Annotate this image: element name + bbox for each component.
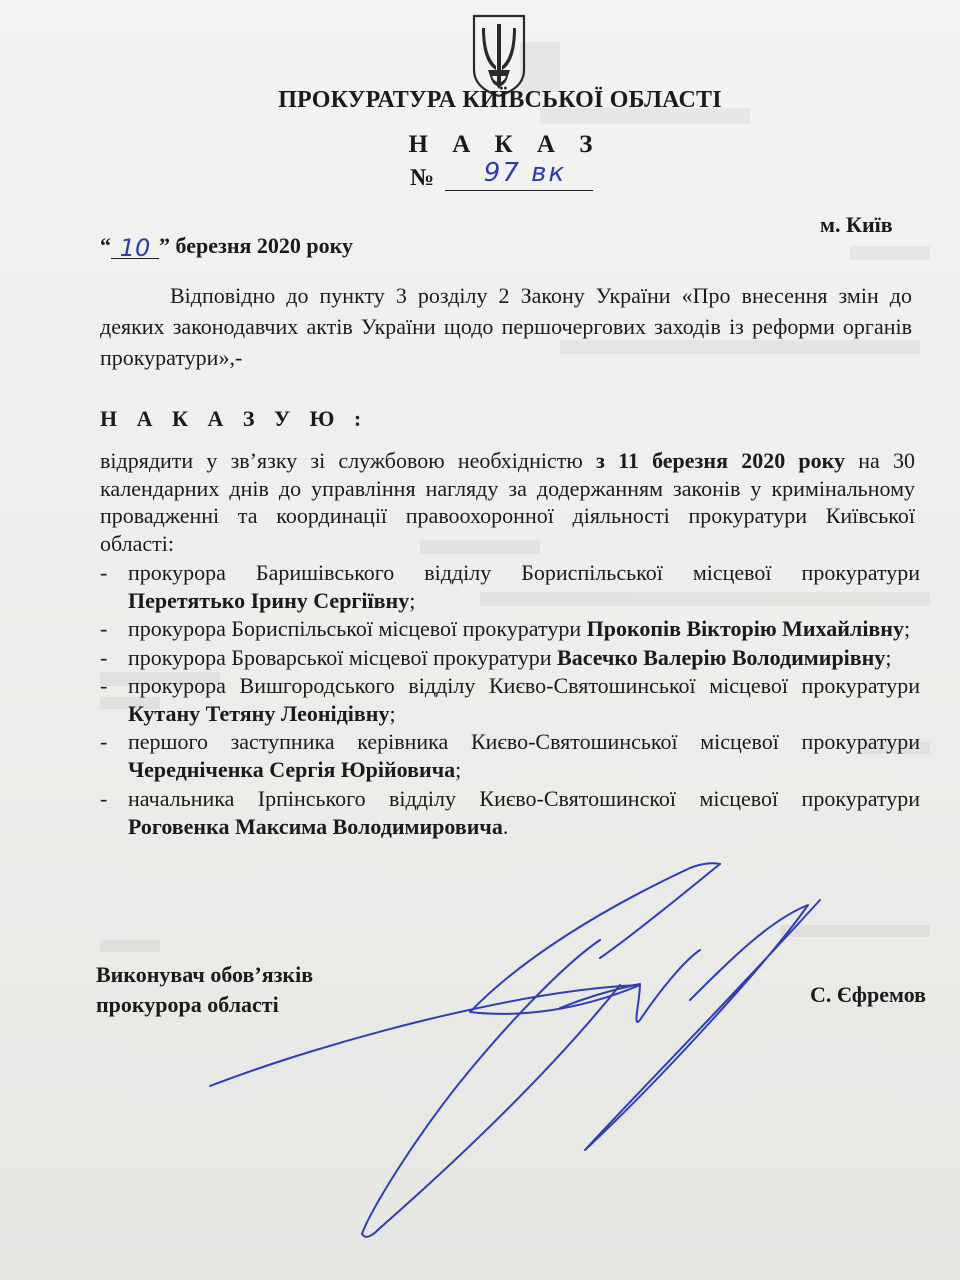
list-item-end: ; bbox=[885, 644, 892, 670]
list-dash: - bbox=[100, 729, 108, 755]
signatory-title bbox=[96, 960, 313, 1020]
document-type-title: Н А К А З bbox=[408, 131, 602, 158]
list-dash: - bbox=[100, 785, 108, 811]
list-item-position: першого заступника керівника Києво-Святошинської місцевої прокуратури bbox=[128, 729, 920, 755]
list-item bbox=[100, 785, 920, 841]
list-item-person: Кутану Тетяну Леонідівну bbox=[128, 701, 390, 727]
assignees-list bbox=[100, 559, 920, 841]
order-body-paragraph bbox=[100, 447, 915, 557]
list-item-person: Роговенка Максима Володимировича bbox=[128, 813, 503, 839]
list-item-person: Перетятько Ірину Сергіївну bbox=[128, 588, 410, 614]
body-intro-before: відрядити у зв’язку зі службовою необхідністю bbox=[100, 448, 597, 473]
date-day-handwritten: 10 bbox=[119, 234, 151, 262]
date-day-field bbox=[111, 234, 159, 262]
date-open-quote: “ bbox=[100, 233, 111, 258]
list-item bbox=[100, 644, 920, 672]
date-close-quote: ” bbox=[159, 233, 170, 258]
order-date bbox=[100, 233, 353, 262]
list-item-end: ; bbox=[409, 588, 416, 614]
list-item-end: ; bbox=[455, 757, 462, 783]
order-number-label: № bbox=[410, 165, 435, 191]
order-number-handwritten: 97 вк bbox=[483, 158, 567, 188]
list-item-position: прокурора Вишгородського відділу Києво-Святошинської місцевої прокуратури bbox=[128, 672, 920, 698]
order-number-underline bbox=[445, 190, 593, 191]
signatory-title-line1: Виконувач обов’язків bbox=[96, 962, 314, 987]
orders-heading: Н А К А З У Ю : bbox=[100, 406, 369, 431]
preamble-text: Відповідно до пункту 3 розділу 2 Закону України «Про внесення змін до деяких законодавчих актів України щодо першочергових заходів із реформи органів прокуратури»,- bbox=[100, 283, 912, 370]
list-item-position: начальника Ірпінського відділу Києво-Святошинскої місцевої прокуратури bbox=[128, 785, 920, 811]
list-item bbox=[100, 615, 920, 643]
list-item-position: прокурора Броварської місцевої прокуратури bbox=[128, 644, 558, 670]
list-item-end: . bbox=[502, 813, 509, 839]
signatory-title-line2: прокурора області bbox=[96, 992, 279, 1017]
trident-icon bbox=[470, 12, 528, 98]
body-intro-after: на 30 календарних днів до управління нагляду за додержанням законів у кримінальному провадженні та координації правоохоронної діяльності прокуратури Київської області: bbox=[100, 448, 915, 556]
body-intro-date: з 11 березня 2020 року bbox=[596, 448, 846, 473]
list-item bbox=[100, 672, 920, 728]
list-dash: - bbox=[100, 616, 108, 642]
signatory-name: С. Єфремов bbox=[810, 982, 927, 1007]
list-item bbox=[100, 728, 920, 784]
date-month-year: березня 2020 року bbox=[170, 233, 353, 258]
list-dash: - bbox=[100, 560, 108, 585]
list-item-person: Прокопів Вікторію Михайлівну bbox=[586, 616, 904, 642]
list-item-end: ; bbox=[389, 701, 396, 727]
list-item-person: Васечко Валерію Володимирівну bbox=[557, 644, 886, 670]
organization-name: ПРОКУРАТУРА КИЇВСЬКОЇ ОБЛАСТІ bbox=[278, 87, 722, 113]
list-item-person: Чередніченка Сергія Юрійовича bbox=[128, 757, 456, 783]
list-dash: - bbox=[100, 644, 108, 670]
list-item-position: прокурора Баришівського відділу Бориспільської місцевої прокуратури bbox=[128, 560, 920, 585]
list-item-end: ; bbox=[904, 616, 911, 642]
list-dash: - bbox=[100, 672, 108, 698]
preamble-paragraph bbox=[100, 280, 912, 373]
city-label: м. Київ bbox=[820, 212, 893, 237]
list-item-position: прокурора Бориспільської місцевої прокуратури bbox=[128, 616, 587, 642]
list-item bbox=[100, 559, 920, 615]
